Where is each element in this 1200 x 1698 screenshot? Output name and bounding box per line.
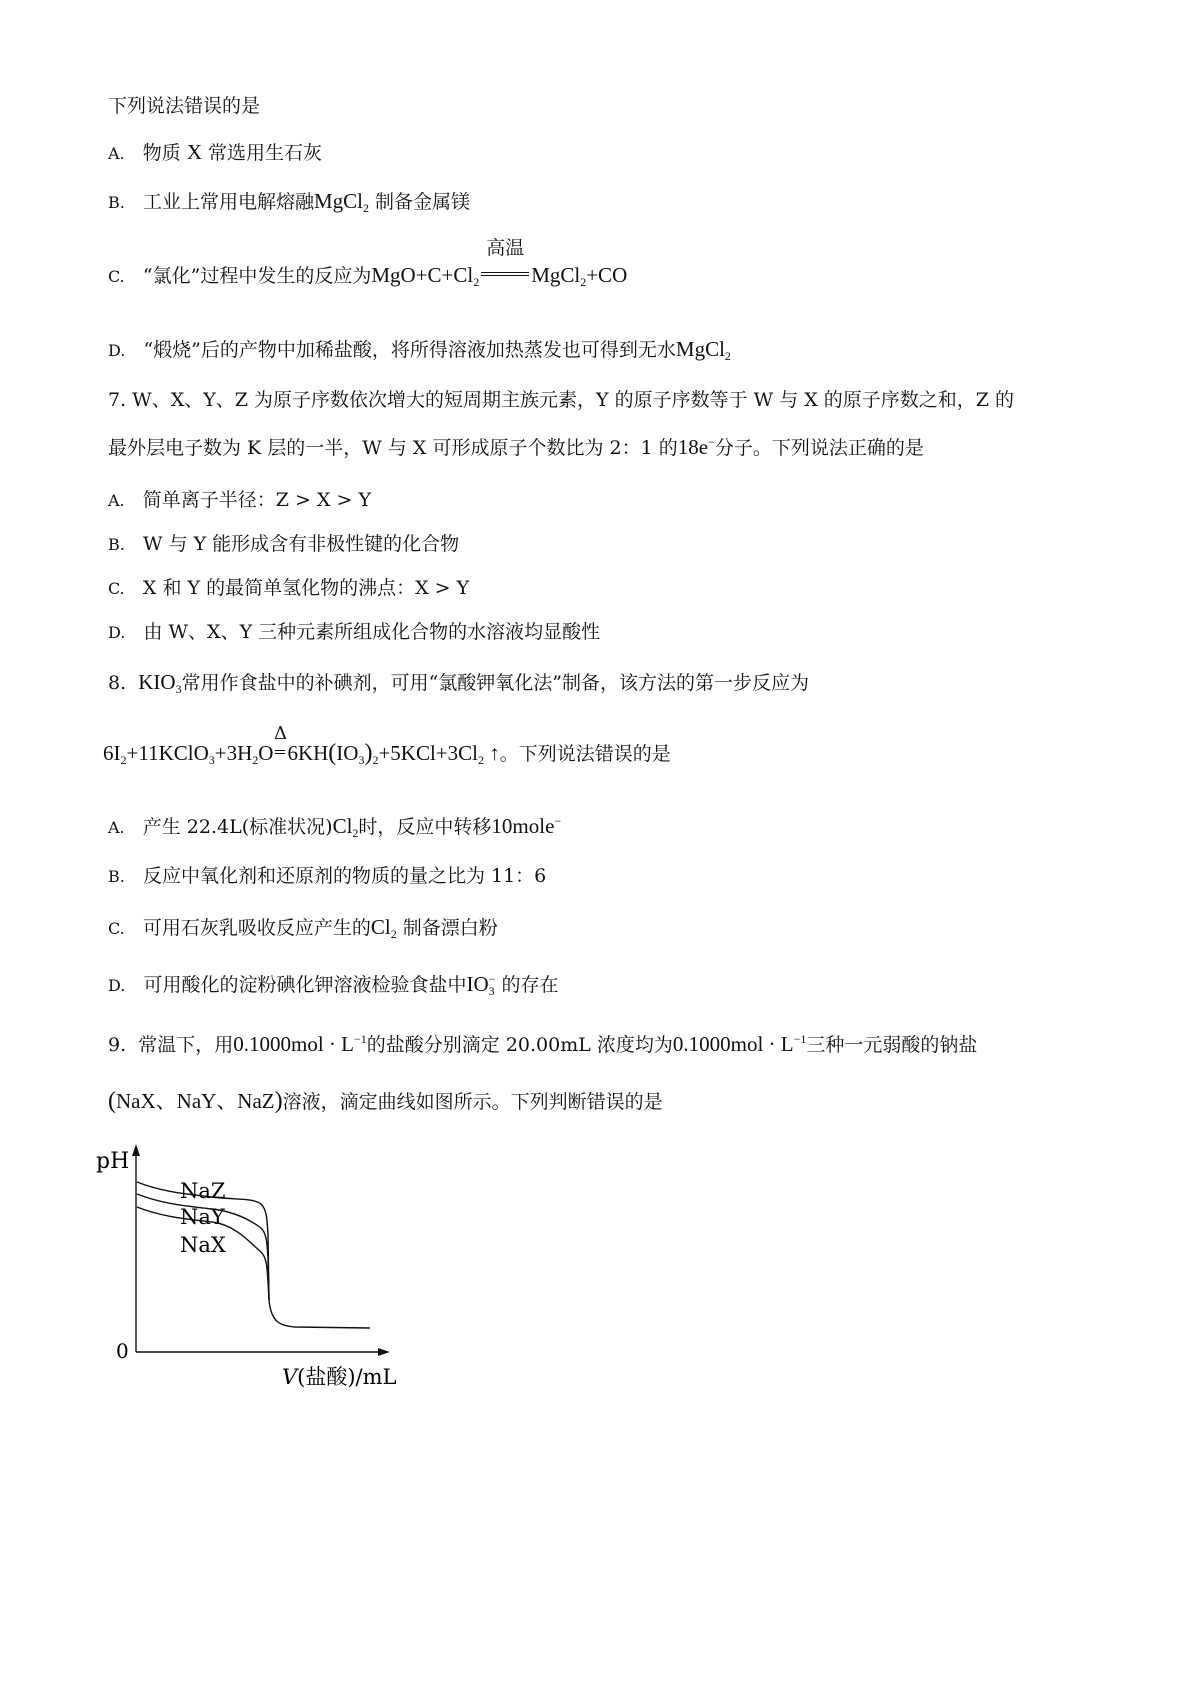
q6-option-b: B. 工业上常用电解熔融MgCl$_2$ 制备金属镁: [108, 189, 471, 215]
q6-intro: 下列说法错误的是: [108, 95, 261, 117]
q7-option-d: D. 由 W、X、Y 三种元素所组成化合物的水溶液均显酸性: [108, 621, 601, 643]
q7-stem-line2: 最外层电子数为 K 层的一半，W 与 X 可形成原子个数比为 2：1 的18e−分子。下列说法正确的是: [108, 435, 924, 459]
titration-plot: [90, 1140, 420, 1390]
q7-stem-line1: 7. W、X、Y、Z 为原子序数依次增大的短周期主族元素，Y 的原子序数等于 W 与 X 的原子序数之和，Z 的: [108, 389, 1015, 411]
y-axis-label: pH: [96, 1149, 130, 1174]
q8-option-b: B. 反应中氧化剂和还原剂的物质的量之比为 11：6: [108, 865, 547, 887]
x-axis-label: V(盐酸)/mL: [282, 1365, 397, 1389]
y-axis-arrowhead: [132, 1144, 140, 1156]
q6-option-d: D. “煅烧”后的产物中加稀盐酸，将所得溶液加热蒸发也可得到无水MgCl$_2$: [108, 337, 731, 363]
series-label-naz: NaZ: [180, 1179, 226, 1203]
q8-option-d: D. 可用酸化的淀粉碘化钾溶液检验食盐中$IO_3^-$ 的存在: [108, 972, 559, 998]
q9-stem-line1: 9. 常温下，用$0.1000mol \cdot L^{-1}$的盐酸分别滴定 20.00mL 浓度均为$0.1000mol \cdot L^{-1}$三种一元弱酸的钠盐: [108, 1032, 978, 1056]
q7-option-c: C. X 和 Y 的最简单氢化物的沸点：X > Y: [108, 577, 470, 599]
series-label-nay: NaY: [180, 1205, 225, 1229]
q8-equation: $6I_2+11KClO_3+3H_2O$ Δ $6KH(IO_3)_2+5KCl+3Cl_2$ ↑。下列说法错误的是: [103, 723, 671, 767]
series-label-nax: NaX: [180, 1233, 226, 1257]
q6-option-c: C. “氯化”过程中发生的反应为$MgO+C+Cl_2$ 高温 MgCl$_2$+CO: [108, 237, 628, 289]
q7-option-a: A. 简单离子半径：Z > X > Y: [108, 489, 372, 511]
gas-arrow-icon: ↑: [489, 741, 500, 765]
x-axis-arrowhead: [378, 1348, 390, 1356]
heat-condition: Δ: [273, 741, 287, 767]
q8-option-a: A. 产生 22.4L(标准状况)$Cl_2$时，反应中转移10mole−: [108, 814, 562, 840]
curve-tail: [269, 1300, 370, 1328]
q8-stem-line1: 8. $KIO_3$常用作食盐中的补碘剂，可用“氯酸钾氧化法”制备，该方法的第一步反应为: [108, 670, 809, 696]
origin-label: 0: [116, 1339, 129, 1363]
q9-stem-line2: (NaX、NaY、NaZ)溶液，滴定曲线如图所示。下列判断错误的是: [108, 1088, 663, 1114]
q7-option-b: B. W 与 Y 能形成含有非极性键的化合物: [108, 533, 460, 555]
q6-option-a: A. 物质 X 常选用生石灰: [108, 140, 323, 164]
q8-option-c: C. 可用石灰乳吸收反应产生的$Cl_2$ 制备漂白粉: [108, 915, 498, 941]
reaction-condition-equals: 高温: [479, 263, 531, 289]
